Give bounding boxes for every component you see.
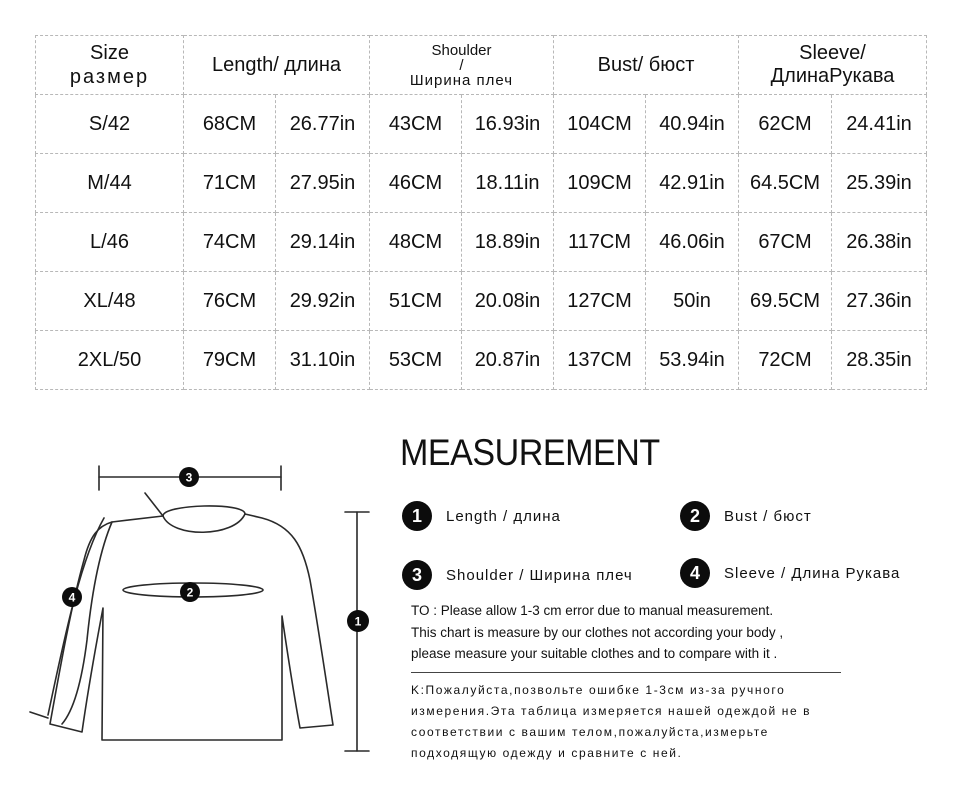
number-badge-icon: 3 <box>402 560 432 590</box>
note-line: подходящую одежду и сравните с ней. <box>411 746 683 760</box>
divider <box>411 672 841 673</box>
sleeve-in-cell: 25.39in <box>832 154 927 213</box>
diagram-badge-4 <box>62 587 82 607</box>
diagram-badge-2 <box>180 582 200 602</box>
sleeve-cm-cell: 72CM <box>739 331 832 390</box>
table-row <box>36 272 927 331</box>
shoulder-in-cell: 18.89in <box>462 213 554 272</box>
bust-cm-cell: 137CM <box>554 331 646 390</box>
bust-in-cell: 46.06in <box>646 213 739 272</box>
shoulder-cm-cell: 53CM <box>370 331 462 390</box>
legend-label: Bust / бюст <box>724 507 812 525</box>
size-table <box>35 35 927 390</box>
header-shoulder-en: Shoulder <box>431 41 492 59</box>
note-line: please measure your suitable clothes and to compare with it . <box>411 646 778 661</box>
size-cell: 2XL/50 <box>36 331 184 390</box>
bust-cm-cell: 127CM <box>554 272 646 331</box>
sleeve-in-cell: 28.35in <box>832 331 927 390</box>
header-size-ru: размер <box>69 66 150 88</box>
bust-in-cell: 42.91in <box>646 154 739 213</box>
note-line: This chart is measure by our clothes not according your body , <box>411 624 784 640</box>
shoulder-in-cell: 20.08in <box>462 272 554 331</box>
collar-outline <box>163 506 245 516</box>
shoulder-pointer-line <box>145 493 163 516</box>
sleeve-cm-cell: 67CM <box>739 213 832 272</box>
length-cm-cell: 68CM <box>184 95 276 154</box>
table-row <box>36 331 927 390</box>
note-line: измерения.Эта таблица измеряется нашей одеждой не в <box>411 704 812 718</box>
header-length: Length/ длина <box>184 36 370 95</box>
table-row <box>36 154 927 213</box>
length-cm-cell: 74CM <box>184 213 276 272</box>
header-sleeve: Sleeve/ДлинаРукава <box>739 36 927 95</box>
svg-text:1: 1 <box>354 614 362 629</box>
sleeve-in-cell: 26.38in <box>832 213 927 272</box>
header-size <box>36 36 184 95</box>
sleeve-in-cell: 24.41in <box>832 95 927 154</box>
table-header-row <box>36 36 927 95</box>
size-cell: XL/48 <box>36 272 184 331</box>
bust-cm-cell: 104CM <box>554 95 646 154</box>
header-shoulder-ru: Ширина плеч <box>409 71 514 89</box>
legend-item-length <box>402 501 561 531</box>
sleeve-measure-tick <box>30 712 48 718</box>
bust-in-cell: 53.94in <box>646 331 739 390</box>
bust-cm-cell: 117CM <box>554 213 646 272</box>
table-row <box>36 95 927 154</box>
header-shoulder-sep: / <box>459 56 464 74</box>
sweater-outline <box>50 514 333 740</box>
number-badge-icon: 2 <box>680 501 710 531</box>
legend-label: Sleeve / Длина Рукава <box>724 564 901 582</box>
size-cell: L/46 <box>36 213 184 272</box>
svg-text:3: 3 <box>185 470 193 485</box>
sweater-diagram <box>0 440 390 780</box>
legend-item-sleeve <box>680 558 900 588</box>
diagram-badge-1 <box>347 610 369 632</box>
sleeve-cm-cell: 62CM <box>739 95 832 154</box>
shoulder-in-cell: 16.93in <box>462 95 554 154</box>
note-line: TO : Please allow 1-3 cm error due to manual measurement. <box>411 603 774 618</box>
bust-in-cell: 50in <box>646 272 739 331</box>
sleeve-in-cell: 27.36in <box>832 272 927 331</box>
length-in-cell: 27.95in <box>276 154 370 213</box>
shoulder-cm-cell: 48CM <box>370 213 462 272</box>
svg-text:2: 2 <box>186 585 194 600</box>
sleeve-cm-cell: 69.5CM <box>739 272 832 331</box>
measurement-title: MEASUREMENT <box>400 432 660 473</box>
header-size-en: Size <box>90 42 129 64</box>
number-badge-icon: 1 <box>402 501 432 531</box>
svg-text:4: 4 <box>68 590 76 605</box>
length-in-cell: 26.77in <box>276 95 370 154</box>
note-russian <box>411 680 811 764</box>
size-cell: M/44 <box>36 154 184 213</box>
shoulder-cm-cell: 43CM <box>370 95 462 154</box>
legend-label: Shoulder / Ширина плеч <box>446 566 633 584</box>
length-cm-cell: 76CM <box>184 272 276 331</box>
shoulder-in-cell: 18.11in <box>462 154 554 213</box>
legend-label: Length / длина <box>446 507 561 525</box>
header-bust: Bust/ бюст <box>554 36 739 95</box>
sleeve-cm-cell: 64.5CM <box>739 154 832 213</box>
shoulder-cm-cell: 51CM <box>370 272 462 331</box>
bust-cm-cell: 109CM <box>554 154 646 213</box>
table-row <box>36 213 927 272</box>
size-cell: S/42 <box>36 95 184 154</box>
length-in-cell: 29.14in <box>276 213 370 272</box>
legend-item-shoulder <box>402 560 633 590</box>
length-cm-cell: 79CM <box>184 331 276 390</box>
length-in-cell: 29.92in <box>276 272 370 331</box>
diagram-badge-3 <box>179 467 199 487</box>
number-badge-icon: 4 <box>680 558 710 588</box>
legend-item-bust <box>680 501 812 531</box>
note-english <box>411 600 783 665</box>
note-line: K:Пожалуйста,позвольте ошибке 1-3см из-за ручного <box>411 683 786 697</box>
note-line: соответствии с вашим телом,пожалуйста,измерьте <box>411 725 769 739</box>
length-in-cell: 31.10in <box>276 331 370 390</box>
header-shoulder <box>370 36 554 95</box>
shoulder-cm-cell: 46CM <box>370 154 462 213</box>
bust-in-cell: 40.94in <box>646 95 739 154</box>
length-cm-cell: 71CM <box>184 154 276 213</box>
shoulder-in-cell: 20.87in <box>462 331 554 390</box>
